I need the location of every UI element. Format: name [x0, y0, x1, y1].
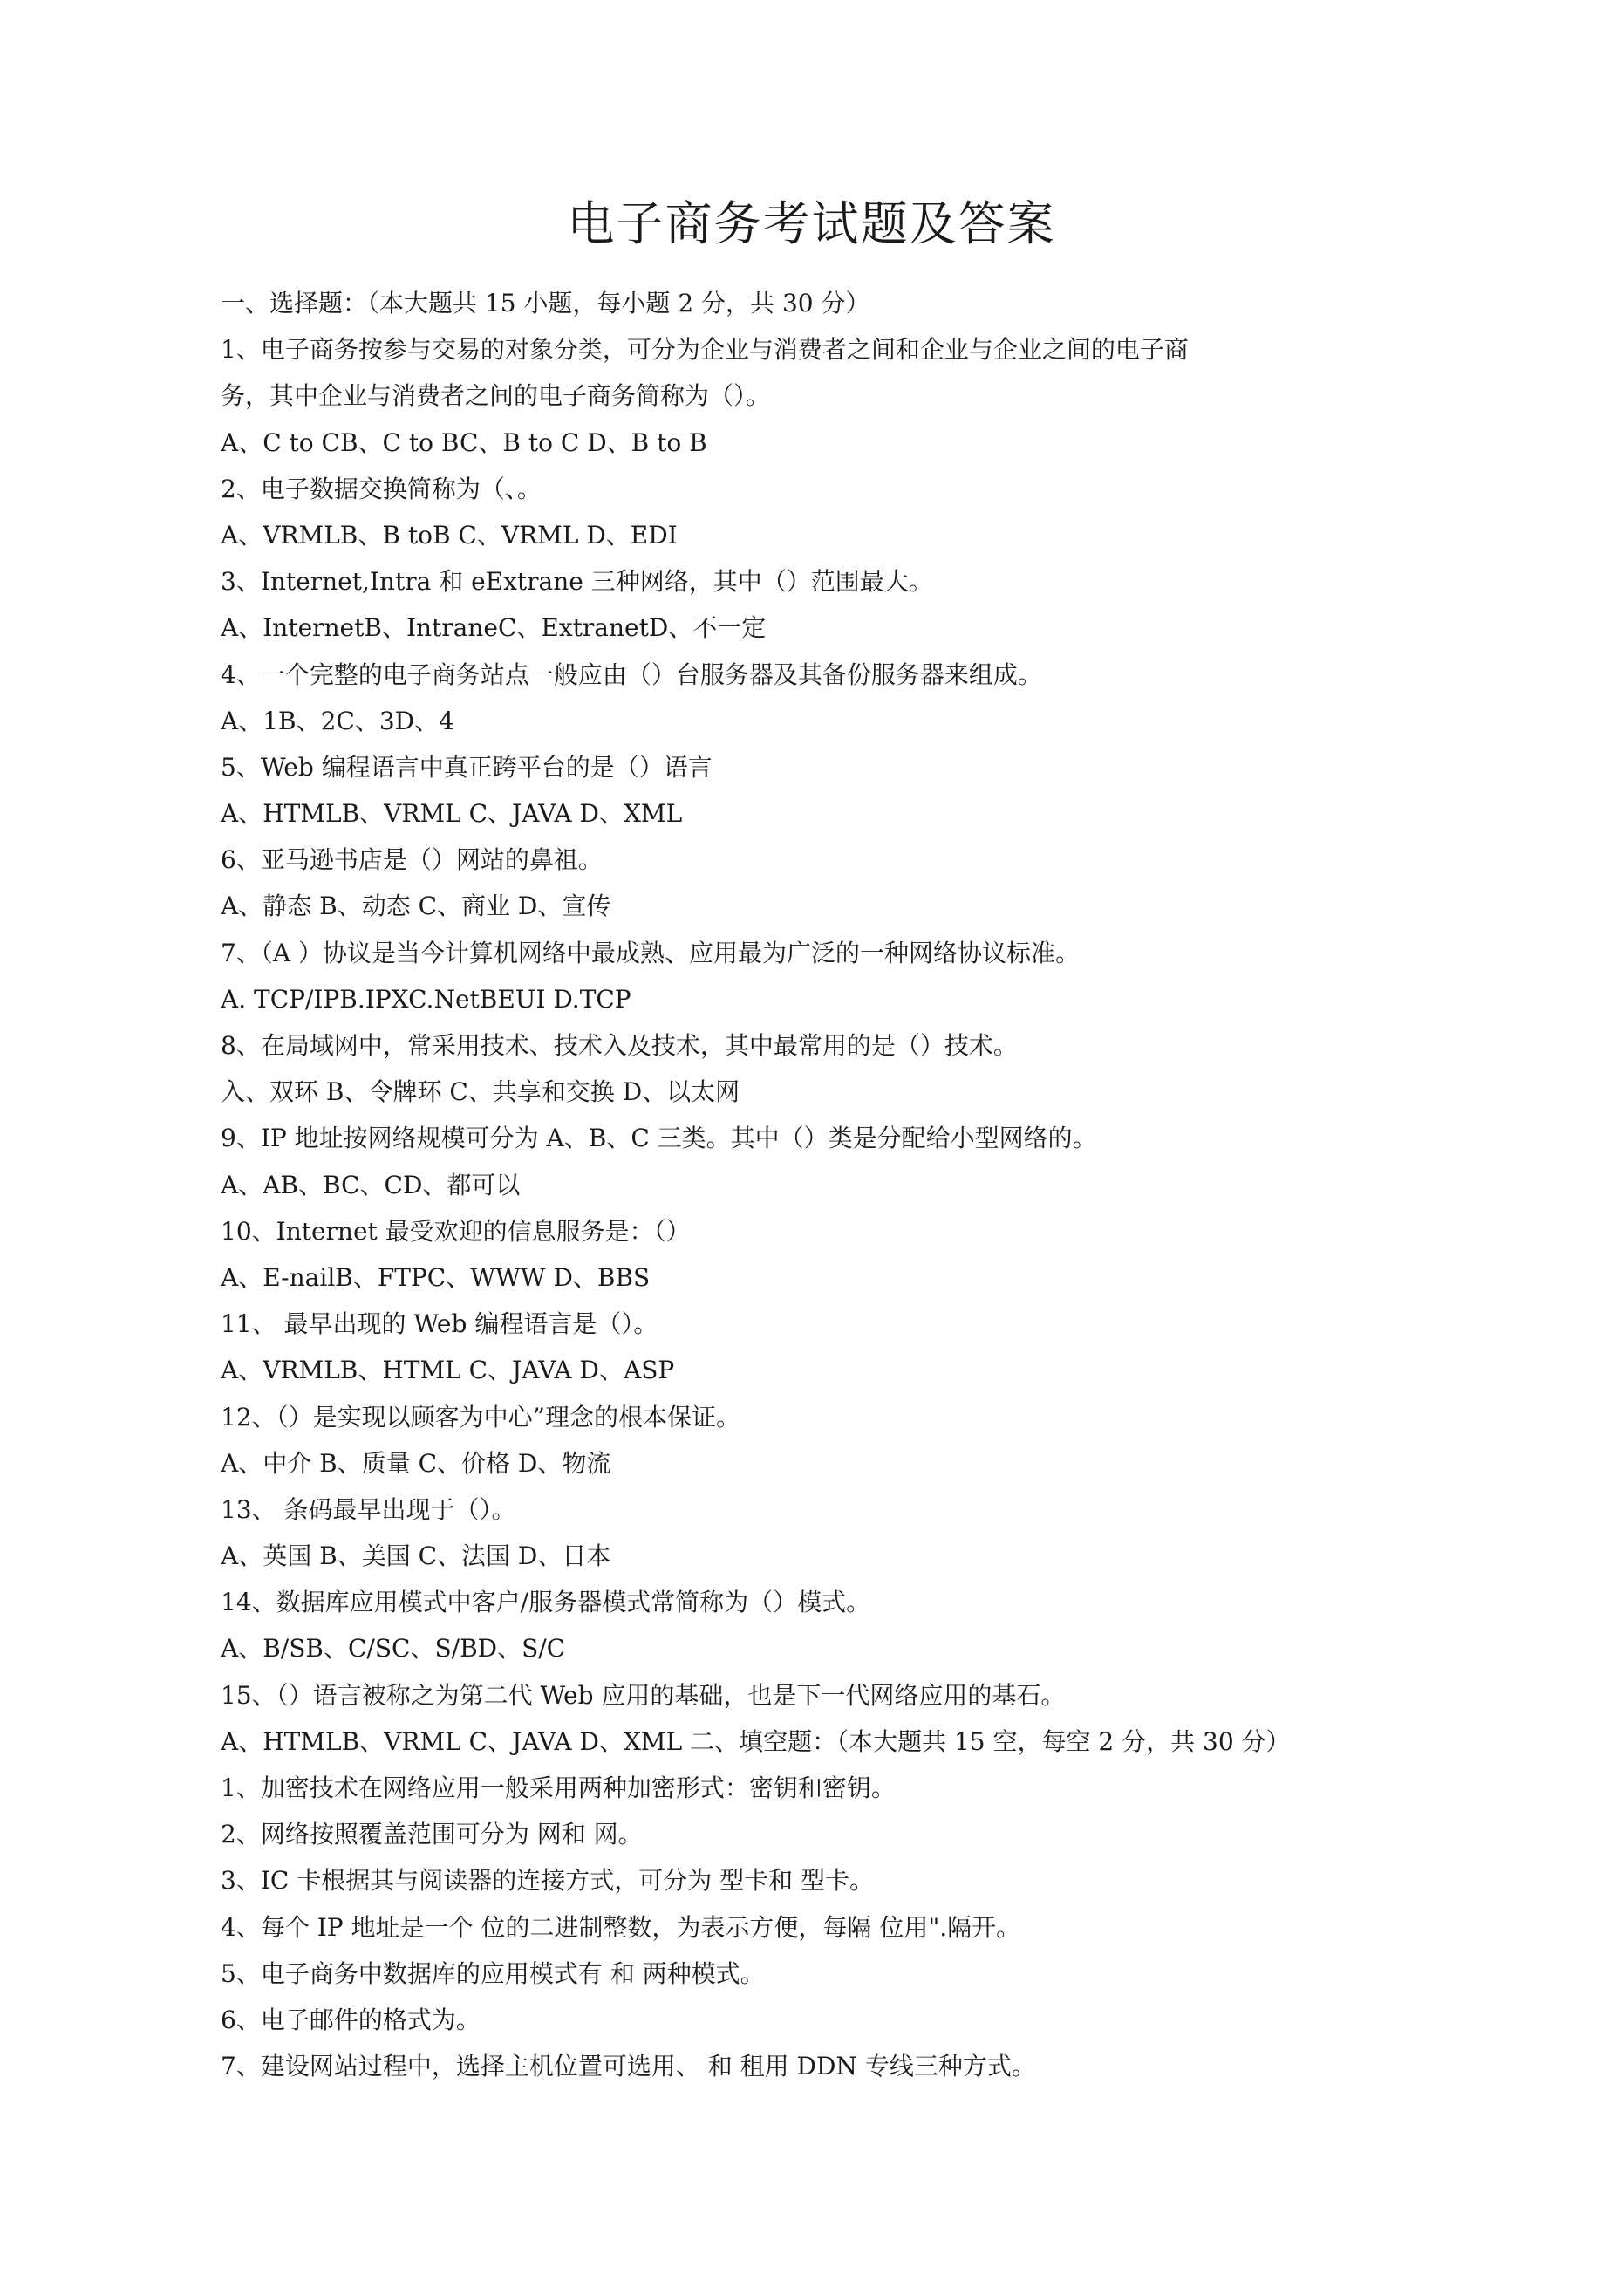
options-2: A、VRMLB、B toB C、VRML D、EDI — [221, 520, 678, 550]
question-2: 2、电子数据交换简称为（、。 — [221, 474, 542, 503]
options-5: A、HTMLB、VRML C、JAVA D、XML — [221, 799, 683, 829]
options-1: A、C to CB、C to BC、B to C D、B to B — [221, 427, 707, 457]
question-4: 4、一个完整的电子商务站点一般应由（）台服务器及其备份服务器来组成。 — [221, 659, 1042, 689]
question-8: 8、在局域网中，常采用技术、技术入及技术，其中最常用的是（）技术。 — [221, 1031, 1018, 1060]
options-9: A、AB、BC、CD、都可以 — [221, 1170, 521, 1199]
fill-question-2: 2、网络按照覆盖范围可分为 网和 网。 — [221, 1820, 643, 1849]
document-body — [221, 280, 1407, 2089]
question-11: 11、 最早出现的 Web 编程语言是（）。 — [221, 1309, 658, 1339]
section-heading-choice: 一、选择题：（本大题共 15 小题，每小题 2 分，共 30 分） — [221, 289, 870, 318]
options-4: A、1B、2C、3D、4 — [221, 706, 454, 735]
fill-question-6: 6、电子邮件的格式为。 — [221, 2005, 481, 2034]
question-9: 9、IP 地址按网络规模可分为 A、B、C 三类。其中（）类是分配给小型网络的。 — [221, 1124, 1097, 1153]
fill-question-3: 3、IC 卡根据其与阅读器的连接方式，可分为 型卡和 型卡。 — [221, 1866, 875, 1896]
question-7: 7、（A ）协议是当今计算机网络中最成熟、应用最为广泛的一种网络协议标准。 — [221, 938, 1080, 967]
question-12: 12、（）是实现以顾客为中心”理念的根本保证。 — [221, 1402, 740, 1432]
question-14: 14、数据库应用模式中客户/服务器模式常简称为（）模式。 — [221, 1588, 871, 1617]
options-7: A. TCP/IPB.IPXC.NetBEUI D.TCP — [221, 984, 631, 1014]
options-8: 入、双环 B、令牌环 C、共享和交换 D、以太网 — [221, 1077, 740, 1107]
question-1: 1、电子商务按参与交易的对象分类，可分为企业与消费者之间和企业与企业之间的电子商 — [221, 335, 1189, 365]
options-13: A、英国 B、美国 C、法国 D、日本 — [221, 1541, 611, 1571]
question-13: 13、 条码最早出现于（）。 — [221, 1494, 516, 1524]
options-11: A、VRMLB、HTML C、JAVA D、ASP — [221, 1356, 675, 1385]
options-12: A、中介 B、质量 C、价格 D、物流 — [221, 1448, 611, 1478]
question-3: 3、Internet,Intra 和 eExtrane 三种网络，其中（）范围最大。 — [221, 567, 933, 597]
options-3: A、InternetB、IntraneC、ExtranetD、不一定 — [221, 613, 767, 643]
question-6: 6、亚马逊书店是（）网站的鼻祖。 — [221, 845, 603, 875]
question-5: 5、Web 编程语言中真正跨平台的是（）语言 — [221, 752, 713, 782]
fill-question-7: 7、建设网站过程中，选择主机位置可选用、 和 租用 DDN 专线三种方式。 — [221, 2052, 1036, 2081]
document-title: 电子商务考试题及答案 — [567, 196, 1056, 251]
fill-question-4: 4、每个 IP 地址是一个 位的二进制整数，为表示方便，每隔 位用".隔开。 — [221, 1912, 1021, 1942]
fill-question-5: 5、电子商务中数据库的应用模式有 和 两种模式。 — [221, 1958, 765, 1988]
options-14: A、B/SB、C/SC、S/BD、S/C — [221, 1634, 566, 1664]
question-1-continued: 务，其中企业与消费者之间的电子商务简称为（）。 — [221, 381, 771, 411]
question-10: 10、Internet 最受欢迎的信息服务是：（） — [221, 1216, 691, 1246]
question-15: 15、（）语言被称之为第二代 Web 应用的基础，也是下一代网络应用的基石。 — [221, 1680, 1066, 1710]
options-6: A、静态 B、动态 C、商业 D、宣传 — [221, 892, 611, 921]
options-15-and-fill-heading: A、HTMLB、VRML C、JAVA D、XML 二、填空题：（本大题共 15 空，每空 2 分，共 30 分） — [221, 1726, 1291, 1756]
options-10: A、E-nailB、FTPC、WWW D、BBS — [221, 1262, 651, 1292]
fill-question-1: 1、加密技术在网络应用一般采用两种加密形式：密钥和密钥。 — [221, 1773, 896, 1802]
